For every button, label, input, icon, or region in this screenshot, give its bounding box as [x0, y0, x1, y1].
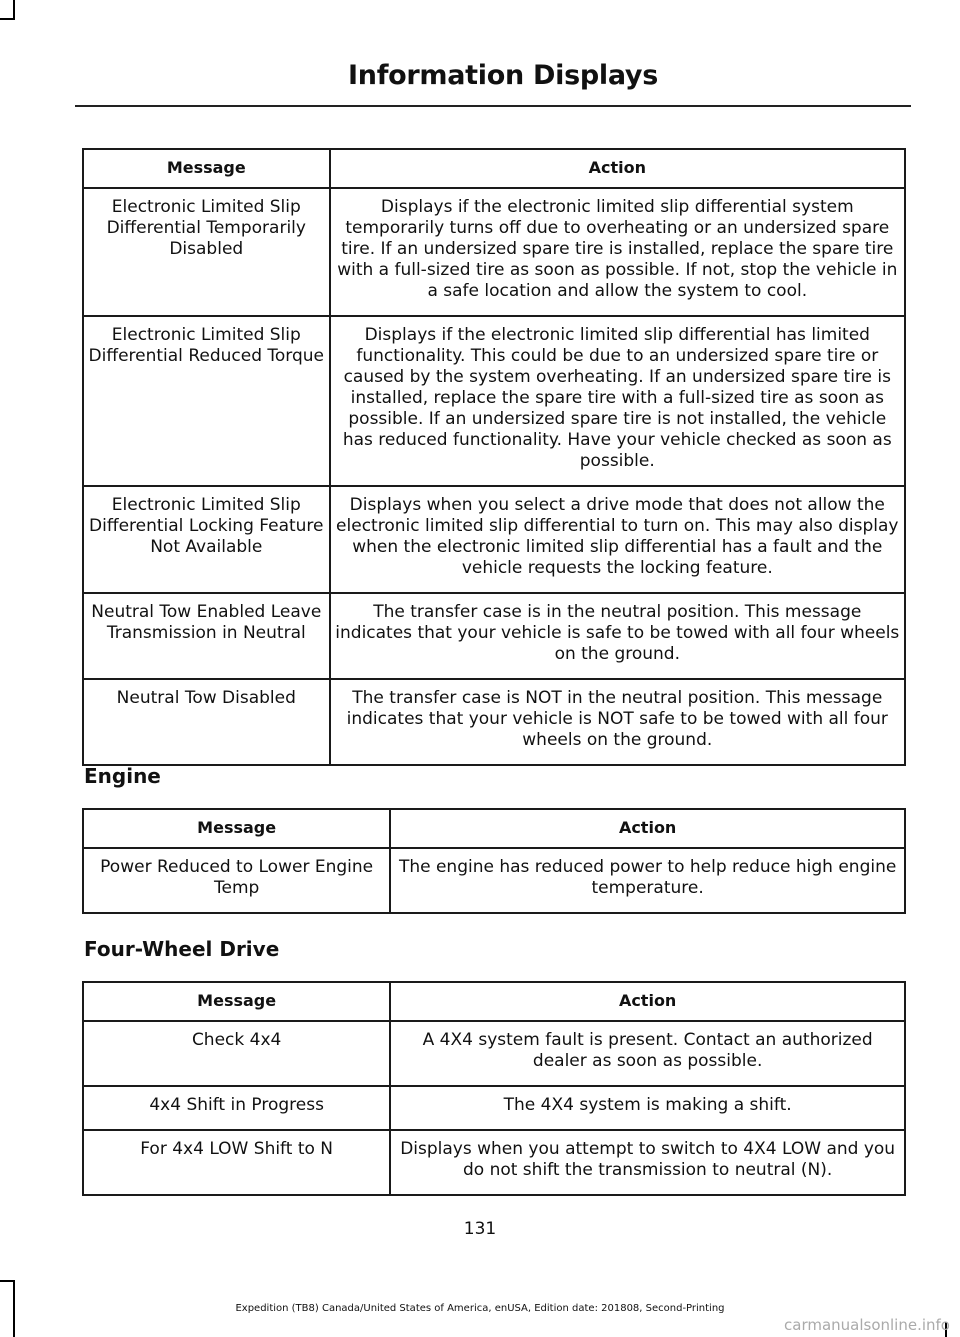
- table-row: [83, 848, 905, 913]
- action-cell: The 4X4 system is making a shift.: [390, 1086, 905, 1130]
- message-cell: For 4x4 LOW Shift to N: [83, 1130, 390, 1195]
- message-cell: Electronic Limited Slip Differential Temporarily Disabled: [83, 188, 330, 316]
- page-number: 131: [463, 1219, 497, 1239]
- table-row: [83, 1021, 905, 1086]
- column-header-message: Message: [83, 809, 390, 848]
- table-row: [83, 1086, 905, 1130]
- section-heading-four-wheel-drive: Four-Wheel Drive: [84, 937, 280, 961]
- message-cell: Check 4x4: [83, 1021, 390, 1086]
- action-cell: A 4X4 system fault is present. Contact an authorized dealer as soon as possible.: [390, 1021, 905, 1086]
- message-cell: Electronic Limited Slip Differential Reduced Torque: [83, 316, 330, 486]
- column-header-action: Action: [330, 149, 905, 188]
- message-cell: Power Reduced to Lower Engine Temp: [83, 848, 390, 913]
- edition-footer: Expedition (TB8) Canada/United States of America, enUSA, Edition date: 201808, Second-Printing: [235, 1303, 725, 1314]
- column-header-action: Action: [390, 982, 905, 1021]
- title-divider: [75, 105, 911, 107]
- crop-mark-bottom-left-h: [0, 1280, 15, 1282]
- crop-mark-top-left: [13, 0, 15, 20]
- column-header-action: Action: [390, 809, 905, 848]
- table-header-row: [83, 982, 905, 1021]
- column-header-message: Message: [83, 149, 330, 188]
- action-cell: Displays when you select a drive mode that does not allow the electronic limited slip differential to turn on. This may also display when the electronic limited slip differential has a fault and the vehicle requests the locking feature.: [330, 486, 905, 593]
- action-cell: Displays when you attempt to switch to 4X4 LOW and you do not shift the transmission to neutral (N).: [390, 1130, 905, 1195]
- message-cell: Neutral Tow Disabled: [83, 679, 330, 765]
- section-heading-engine: Engine: [84, 764, 161, 788]
- table-row: [83, 316, 905, 486]
- message-cell: Electronic Limited Slip Differential Locking Feature Not Available: [83, 486, 330, 593]
- elsd-messages-table: [82, 148, 906, 766]
- table-row: [83, 679, 905, 765]
- action-cell: Displays if the electronic limited slip differential system temporarily turns off due to overheating or an undersized spare tire. If an undersized spare tire is installed, replace the spare tire with a full-sized tire as soon as possible. If not, stop the vehicle in a safe location and allow the system to cool.: [330, 188, 905, 316]
- crop-mark-top-left-h: [0, 18, 15, 20]
- table-row: [83, 188, 905, 316]
- message-cell: 4x4 Shift in Progress: [83, 1086, 390, 1130]
- message-cell: Neutral Tow Enabled Leave Transmission in Neutral: [83, 593, 330, 679]
- action-cell: The transfer case is in the neutral position. This message indicates that your vehicle is safe to be towed with all four wheels on the ground.: [330, 593, 905, 679]
- table-row: [83, 486, 905, 593]
- table-header-row: [83, 809, 905, 848]
- table-row: [83, 593, 905, 679]
- table-header-row: [83, 149, 905, 188]
- column-header-message: Message: [83, 982, 390, 1021]
- action-cell: The engine has reduced power to help reduce high engine temperature.: [390, 848, 905, 913]
- action-cell: Displays if the electronic limited slip differential has limited functionality. This could be due to an undersized spare tire or caused by the system overheating. If an undersized spare tire is installed, replace the spare tire with a full-sized tire as soon as possible. If an undersized spare tire is not installed, the vehicle has reduced functionality. Have your vehicle checked as soon as possible.: [330, 316, 905, 486]
- four-wheel-drive-messages-table: [82, 981, 906, 1196]
- page-title: Information Displays: [348, 60, 658, 91]
- action-cell: The transfer case is NOT in the neutral position. This message indicates that your vehicle is NOT safe to be towed with all four wheels on the ground.: [330, 679, 905, 765]
- watermark: carmanualsonline.info: [784, 1316, 950, 1334]
- engine-messages-table: [82, 808, 906, 914]
- table-row: [83, 1130, 905, 1195]
